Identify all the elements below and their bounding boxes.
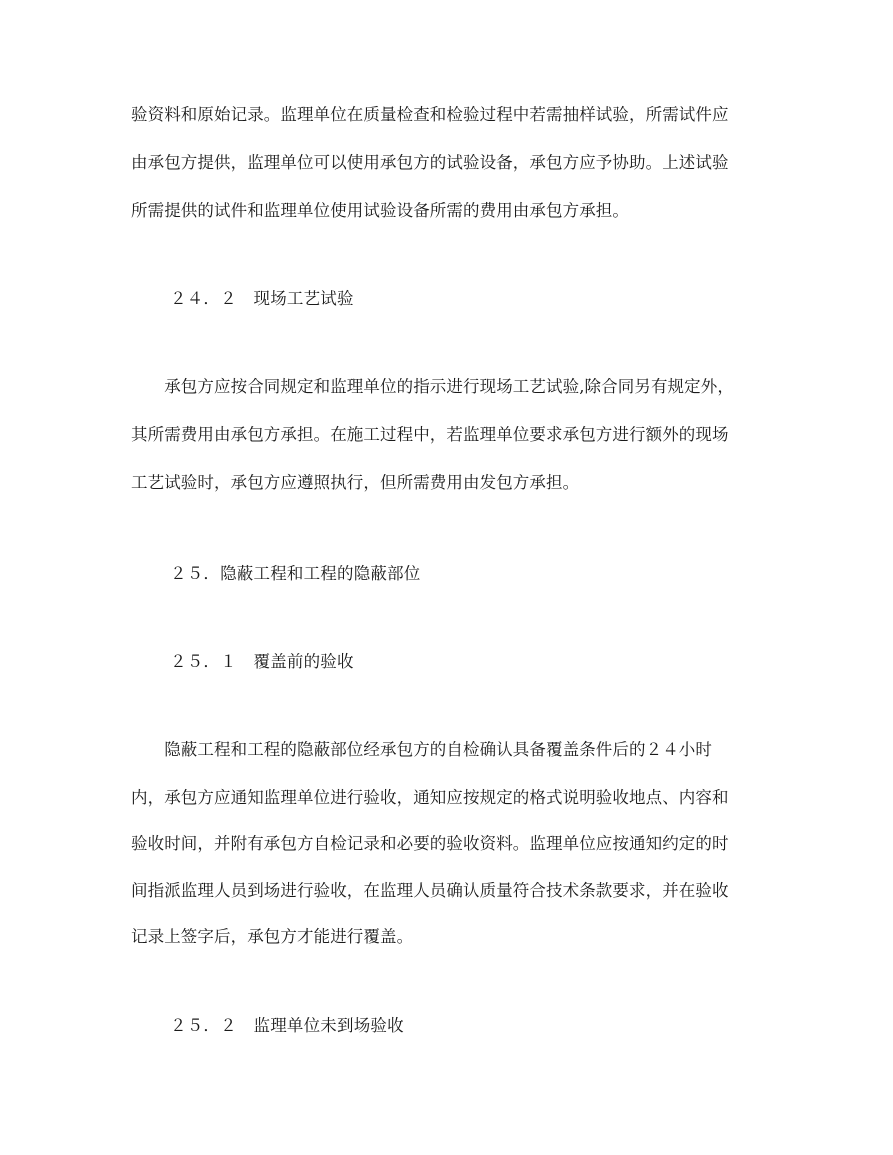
section-heading-25-2: ２５．２ 监理单位未到场验收 xyxy=(170,1016,404,1035)
paragraph-3-line-5: 记录上签字后，承包方才能进行覆盖。 xyxy=(131,927,414,946)
section-heading-25-1: ２５．１ 覆盖前的验收 xyxy=(170,652,354,671)
paragraph-3-line-3: 验收时间，并附有承包方自检记录和必要的验收资料。监理单位应按通知约定的时 xyxy=(131,834,729,853)
paragraph-1-line-1: 验资料和原始记录。监理单位在质量检查和检验过程中若需抽样试验，所需试件应 xyxy=(131,105,729,124)
section-heading-25: ２５．隐蔽工程和工程的隐蔽部位 xyxy=(170,564,421,583)
paragraph-1-line-2: 由承包方提供，监理单位可以使用承包方的试验设备，承包方应予协助。上述试验 xyxy=(131,153,729,172)
paragraph-3-line-4: 间指派监理人员到场进行验收，在监理人员确认质量符合技术条款要求，并在验收 xyxy=(131,881,729,900)
paragraph-2-line-1: 承包方应按合同规定和监理单位的指示进行现场工艺试验,除合同另有规定外， xyxy=(131,377,734,396)
paragraph-3-line-2: 内，承包方应通知监理单位进行验收，通知应按规定的格式说明验收地点、内容和 xyxy=(131,788,729,807)
paragraph-2-line-3: 工艺试验时，承包方应遵照执行，但所需费用由发包方承担。 xyxy=(131,473,580,492)
paragraph-3-line-1: 隐蔽工程和工程的隐蔽部位经承包方的自检确认具备覆盖条件后的２４小时 xyxy=(131,740,712,759)
paragraph-1-line-3: 所需提供的试件和监理单位使用试验设备所需的费用由承包方承担。 xyxy=(131,201,629,220)
paragraph-2-line-2: 其所需费用由承包方承担。在施工过程中，若监理单位要求承包方进行额外的现场 xyxy=(131,425,729,444)
section-heading-24-2: ２４．２ 现场工艺试验 xyxy=(170,289,354,308)
